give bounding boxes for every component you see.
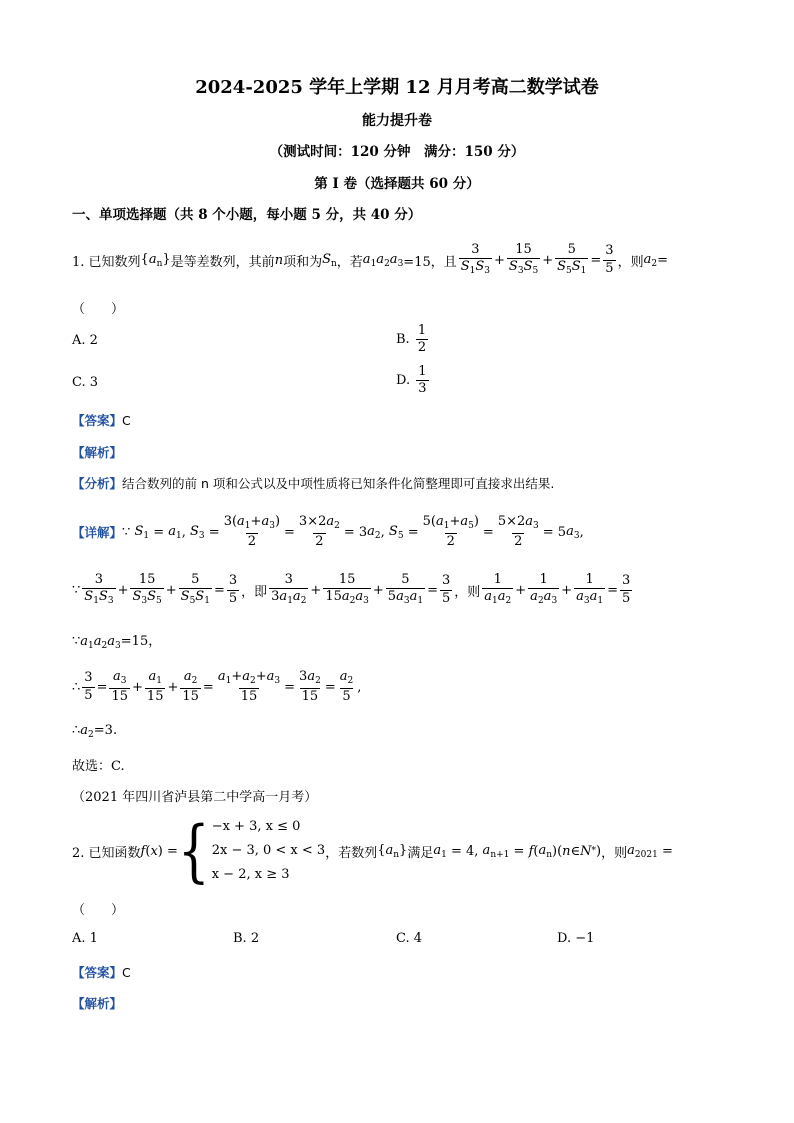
test-info: （测试时间：120 分钟 满分：150 分） xyxy=(269,144,525,160)
question-source: （2021 年四川省泸县第二中学高一月考） xyxy=(72,790,318,805)
exam-title: 2024-2025 学年上学期 12 月月考高二数学试卷 xyxy=(195,77,599,98)
q2-piecewise: { −x + 3, x ≤ 0 2x − 3, 0 < x < 3 x − 2, x ≥ 3 xyxy=(177,811,326,891)
q1-condition-formula: $\frac{3}{S_1S_3}$ + $\frac{15}{S_3S_5}$ + $\frac{5}{S_5S_1}$ = $\frac{3}{5}$ xyxy=(460,241,614,277)
exam-subtitle: 能力提升卷 xyxy=(362,113,432,129)
q2-option-d: D. −1 xyxy=(557,931,595,946)
volume-heading: 第 I 卷（选择题共 60 分） xyxy=(314,176,480,192)
q2-answer: 【答案】C xyxy=(72,965,131,980)
q2-analysis-label: 【解析】 xyxy=(72,996,123,1011)
q2-option-c: C. 4 xyxy=(396,931,423,946)
q1-conclusion: 故选：C. xyxy=(72,759,125,774)
q1-fenxi: 【分析】结合数列的前 n 项和公式以及中项性质将已知条件化简整理即可直接求出结果. xyxy=(72,476,555,491)
q1-answer: 【答案】C xyxy=(72,413,131,428)
q1-stem: 1. 已知数列 $\{a_n\}$ 是等差数列，其前 n 项和为 $S_n$ ，若 $a_1a_2a_3$ =15，且 $\frac{3}{S_1S_3}$ + $\frac{15}{S_3S_5}$ + $\frac{5}{S_5S_1}$ = $\frac{3}{5}$ ，则 $a_2$ = xyxy=(72,241,668,277)
q1-detail-line3: $\because a_1a_2a_3=15$， xyxy=(72,634,162,651)
q1-detail-line4: ∴ $\frac{3}{5}$ = $\frac{a_3}{15}$ + $\frac{a_1}{15}$ + $\frac{a_2}{15}$ = $\frac{a_1+a_2+a_3}{15}$ = $\frac{3a_2}{15}$ = $\frac{a_2}{5}$ , xyxy=(72,668,362,704)
q1-option-d: D. $\frac{1}{3}$ xyxy=(396,364,427,397)
q1-option-a: A. 2 xyxy=(72,333,98,348)
q2-stem: 2. 已知函数 f ( x ) = { −x + 3, x ≤ 0 2x − 3, 0 < x < 3 x − 2, x ≥ 3 ，若数列 $\{a_n\}$ 满足 $a_1$ = 4, $a_{n+1}$ = f ( $a_n$ )( n ∈ N * ) ，则 $a_{2021}$ = xyxy=(72,811,673,891)
section-heading: 一、单项选择题（共 8 个小题，每小题 5 分，共 40 分） xyxy=(72,207,422,223)
q1-option-b: B. $\frac{1}{2}$ xyxy=(396,323,427,356)
q1-detail-line5: $\therefore a_2=3$. xyxy=(72,723,118,740)
q1-option-c: C. 3 xyxy=(72,375,99,390)
q2-option-b: B. 2 xyxy=(233,931,260,946)
q2-paren: （ ） xyxy=(72,903,125,918)
q1-analysis-label: 【解析】 xyxy=(72,445,123,460)
q1-detail-line2: ∵ $\frac{3}{S_1S_3}$ + $\frac{15}{S_3S_5}$ + $\frac{5}{S_5S_1}$ = $\frac{3}{5}$ ，即 $\frac{3}{3a_1a_2}$ + $\frac{15}{15a_2a_3}$ + $\frac{5}{5a_3a_1}$ = $\frac{3}{5}$ ，则 $\frac{1}{a_1a_2}$ + $\frac{1}{a_2a_3}$ + $\frac{1}{a_3a_1}$ = $\frac{3}{5}$ xyxy=(72,571,631,607)
q1-paren: （ ） xyxy=(72,302,125,317)
q1-detail-line1: 【详解】 ∵ $S_1$ = $a_1$ , $S_3$ = $\frac{3(a_1+a_3)}{2}$ = $\frac{3\times 2a_2}{2}$ = 3 $a_2$ , $S_5$ = $\frac{5(a_1+a_5)}{2}$ = $\frac{5\times 2a_3}{2}$ = 5 $a_3$ , xyxy=(72,513,584,549)
q2-option-a: A. 1 xyxy=(72,931,98,946)
